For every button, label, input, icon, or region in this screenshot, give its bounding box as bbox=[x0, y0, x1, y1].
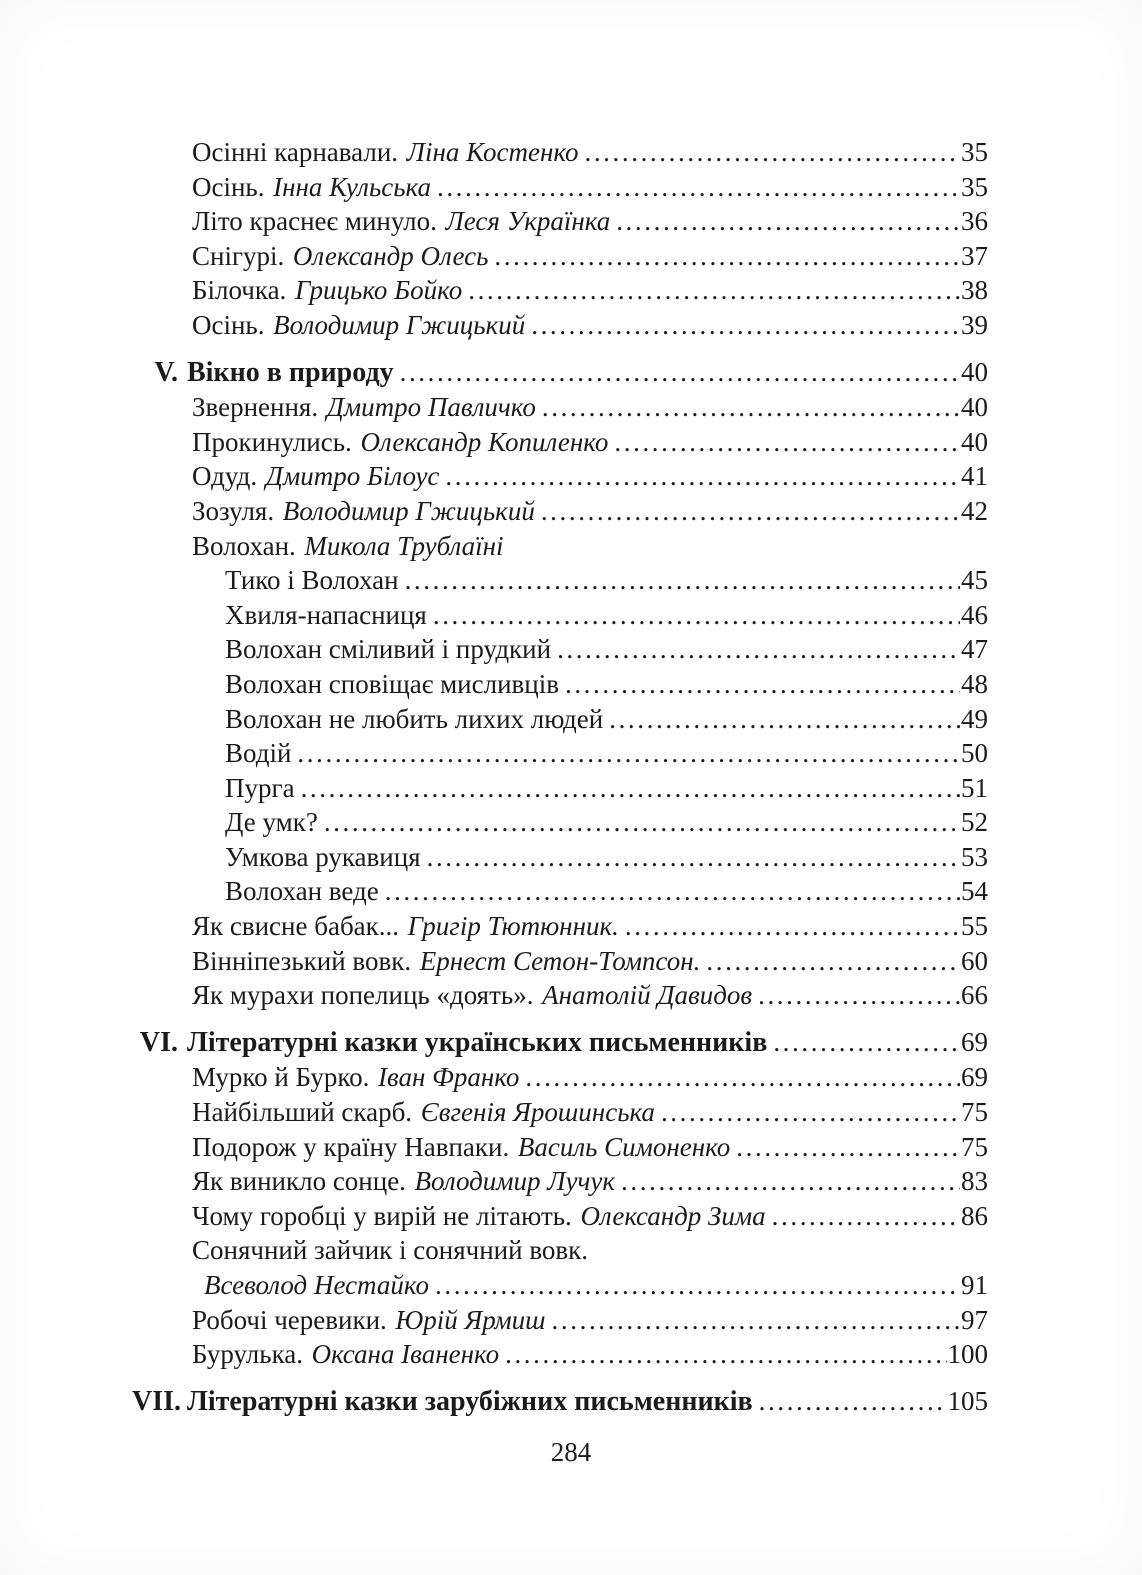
toc-row bbox=[132, 204, 988, 239]
toc-entry-page: 48 bbox=[961, 668, 988, 699]
toc-entry-title: Літо краснеє минуло. bbox=[192, 206, 437, 237]
toc-row bbox=[132, 909, 988, 944]
toc-row bbox=[132, 978, 988, 1013]
toc-row bbox=[132, 529, 988, 564]
toc-entry-title: Сонячний зайчик і сонячний вовк. bbox=[192, 1235, 589, 1266]
toc-entry-page: 41 bbox=[961, 461, 988, 492]
toc-row bbox=[132, 944, 988, 979]
toc-row bbox=[132, 563, 988, 598]
toc-entry-page: 54 bbox=[961, 876, 988, 907]
toc-row bbox=[132, 1303, 988, 1338]
toc-row bbox=[132, 1337, 988, 1372]
toc-entry-page: 86 bbox=[961, 1200, 988, 1231]
toc-row bbox=[132, 459, 988, 494]
toc-section-row bbox=[132, 355, 988, 391]
toc-entry-page: 75 bbox=[961, 1097, 988, 1128]
toc-entry-title: Осінь. bbox=[192, 171, 265, 202]
toc-entry-page: 66 bbox=[961, 980, 988, 1011]
toc-entry-author: Всеволод Нестайко bbox=[204, 1270, 429, 1300]
toc-list bbox=[132, 135, 988, 1419]
dot-leader bbox=[525, 1060, 960, 1095]
dot-leader bbox=[621, 1164, 960, 1199]
dot-leader bbox=[736, 1130, 960, 1165]
toc-entry-title: Волохан веде bbox=[225, 876, 379, 907]
toc-entry-title: Волохан сміливий і прудкий bbox=[225, 634, 552, 665]
dot-leader bbox=[706, 944, 960, 979]
toc-entry-title: Подорож у країну Навпаки. bbox=[192, 1131, 510, 1162]
dot-leader bbox=[435, 1268, 960, 1303]
toc-entry-page: 53 bbox=[961, 841, 988, 872]
toc-entry-page: 45 bbox=[961, 565, 988, 596]
toc-entry-page: 100 bbox=[947, 1339, 988, 1370]
toc-entry-page: 75 bbox=[961, 1131, 988, 1162]
toc-row bbox=[132, 1095, 988, 1130]
dot-leader bbox=[297, 736, 960, 771]
toc-entry-page: 35 bbox=[961, 171, 988, 202]
dot-leader bbox=[772, 1199, 960, 1234]
dot-leader bbox=[385, 874, 960, 909]
toc-entry-title: Літературні казки українських письменників bbox=[187, 1026, 768, 1058]
toc-entry-author: Юрій Ярмиш bbox=[395, 1304, 546, 1335]
toc-row bbox=[132, 494, 988, 529]
toc-entry-title: Робочі черевики. bbox=[192, 1304, 387, 1335]
toc-entry-page: 91 bbox=[961, 1270, 988, 1300]
toc-entry-author: Ернест Сетон-Томпсон. bbox=[419, 945, 701, 976]
toc-entry-page: 37 bbox=[961, 240, 988, 271]
toc-row bbox=[132, 667, 988, 702]
toc-entry-title: Вікно в природу bbox=[187, 356, 394, 388]
toc-entry-author: Грицько Бойко bbox=[294, 275, 463, 306]
dot-leader bbox=[759, 1384, 947, 1419]
dot-leader bbox=[565, 667, 960, 702]
toc-entry-page: 49 bbox=[961, 703, 988, 734]
toc-entry-author: Дмитро Павличко bbox=[326, 392, 536, 423]
dot-leader bbox=[616, 204, 960, 239]
dot-leader bbox=[773, 1025, 960, 1060]
dot-leader bbox=[445, 459, 960, 494]
toc-entry-title: Снігурі. bbox=[192, 240, 285, 271]
toc-entry-author: Олександр Копиленко bbox=[360, 426, 609, 457]
toc-entry-page: 97 bbox=[961, 1304, 988, 1335]
toc-row bbox=[132, 273, 988, 308]
toc-row bbox=[132, 598, 988, 633]
toc-entry-author: Володимир Лучук bbox=[414, 1166, 616, 1197]
toc-row bbox=[132, 239, 988, 274]
toc-entry-author: Володимир Гжицький bbox=[273, 309, 526, 340]
dot-leader bbox=[433, 598, 960, 633]
toc-row bbox=[132, 702, 988, 737]
toc-row bbox=[132, 1199, 988, 1234]
toc-row bbox=[132, 771, 988, 806]
section-numeral: VI. bbox=[139, 1026, 178, 1058]
toc-entry-author: Володимир Гжицький bbox=[282, 495, 535, 526]
toc-entry-title: Як виникло сонце. bbox=[192, 1166, 406, 1197]
toc-entry-author: Ліна Костенко bbox=[406, 137, 579, 167]
toc-section-row bbox=[132, 1384, 988, 1420]
toc-entry-title: Вінніпезький вовк. bbox=[192, 945, 412, 976]
toc-row bbox=[132, 425, 988, 460]
toc-entry-page: 52 bbox=[961, 807, 988, 838]
dot-leader bbox=[584, 135, 960, 170]
toc-row bbox=[132, 390, 988, 425]
toc-entry-page: 51 bbox=[961, 772, 988, 803]
toc-entry-title: Волохан сповіщає мисливців bbox=[225, 668, 559, 699]
dot-leader bbox=[758, 978, 960, 1013]
dot-leader bbox=[505, 1337, 946, 1372]
toc-entry-page: 39 bbox=[961, 309, 988, 340]
toc-entry-title: Осінь. bbox=[192, 309, 265, 340]
toc-entry-title: Мурко й Бурко. bbox=[192, 1062, 370, 1093]
toc-row bbox=[132, 874, 988, 909]
toc-entry-page: 35 bbox=[961, 137, 988, 167]
toc-entry-page: 50 bbox=[961, 738, 988, 769]
toc-row bbox=[132, 632, 988, 667]
dot-leader bbox=[542, 390, 960, 425]
toc-entry-title: Зозуля. bbox=[192, 495, 275, 526]
section-numeral: VII. bbox=[132, 1385, 182, 1417]
toc-entry-title: Бурулька. bbox=[192, 1339, 304, 1370]
dot-leader bbox=[557, 632, 960, 667]
toc-entry-page: 38 bbox=[961, 275, 988, 306]
dot-leader bbox=[494, 239, 960, 274]
dot-leader bbox=[614, 425, 960, 460]
toc-row bbox=[132, 1130, 988, 1165]
toc-entry-author: Олександр Олесь bbox=[292, 240, 489, 271]
dot-leader bbox=[552, 1303, 960, 1338]
toc-row bbox=[132, 1060, 988, 1095]
toc-entry-title: Найбільший скарб. bbox=[192, 1097, 413, 1128]
toc-entry-author: Олександр Зима bbox=[580, 1200, 766, 1231]
toc-entry-page: 46 bbox=[961, 599, 988, 630]
toc-entry-title: Умкова рукавиця bbox=[225, 841, 421, 872]
toc-row bbox=[132, 736, 988, 771]
toc-entry-author: Оксана Іваненко bbox=[311, 1339, 500, 1370]
toc-entry-title: Як свисне бабак... bbox=[192, 911, 400, 942]
toc-entry-author: Григір Тютюнник. bbox=[407, 911, 619, 942]
toc-entry-page: 36 bbox=[961, 206, 988, 237]
dot-leader bbox=[427, 840, 960, 875]
toc-entry-title: Як мурахи попелиць «доять». bbox=[192, 980, 534, 1011]
toc-entry-author: Інна Кульська bbox=[273, 171, 431, 202]
toc-entry-title: Літературні казки зарубіжних письменників bbox=[187, 1385, 753, 1417]
toc-entry-title: Пурга bbox=[225, 772, 295, 803]
toc-row bbox=[132, 805, 988, 840]
dot-leader bbox=[405, 563, 960, 598]
toc-entry-author: Василь Симоненко bbox=[517, 1131, 731, 1162]
toc-entry-author: Микола Трублаїні bbox=[304, 530, 504, 561]
toc-row bbox=[132, 1268, 988, 1303]
toc-entry-page: 55 bbox=[961, 911, 988, 942]
toc-entry-page: 40 bbox=[961, 356, 988, 387]
toc-entry-title: Волохан не любить лихих людей bbox=[225, 703, 604, 734]
dot-leader bbox=[609, 702, 960, 737]
toc-entry-title: Волохан. bbox=[192, 530, 296, 561]
toc-entry-page: 69 bbox=[961, 1062, 988, 1093]
dot-leader bbox=[437, 170, 960, 205]
toc-entry-author: Дмитро Білоус bbox=[265, 461, 440, 492]
toc-entry-page: 40 bbox=[961, 392, 988, 423]
toc-entry-title: Одуд. bbox=[192, 461, 258, 492]
dot-leader bbox=[541, 494, 960, 529]
toc-entry-author: Анатолій Давидов bbox=[542, 980, 753, 1011]
toc-row bbox=[132, 135, 988, 170]
toc-row bbox=[132, 1233, 988, 1268]
page-number: 284 bbox=[550, 1437, 592, 1467]
toc-entry-author: Леся Українка bbox=[445, 206, 611, 237]
dot-leader bbox=[531, 308, 960, 343]
dot-leader bbox=[625, 909, 960, 944]
dot-leader bbox=[324, 805, 960, 840]
toc-entry-author: Євгенія Ярошинська bbox=[420, 1097, 655, 1128]
section-numeral: V. bbox=[154, 356, 178, 388]
toc-row bbox=[132, 308, 988, 343]
toc-entry-title: Осінні карнавали. bbox=[192, 137, 399, 167]
toc-row bbox=[132, 170, 988, 205]
toc-entry-page: 42 bbox=[961, 495, 988, 526]
toc-entry-page: 83 bbox=[961, 1166, 988, 1197]
dot-leader bbox=[468, 273, 960, 308]
toc-entry-title: Звернення. bbox=[192, 392, 319, 423]
dot-leader bbox=[301, 771, 960, 806]
toc-row bbox=[132, 1164, 988, 1199]
toc-section-row bbox=[132, 1025, 988, 1061]
toc-entry-author: Іван Франко bbox=[377, 1062, 520, 1093]
toc-entry-page: 40 bbox=[961, 426, 988, 457]
toc-entry-title: Чому горобці у вирій не літають. bbox=[192, 1200, 572, 1231]
toc-entry-page: 47 bbox=[961, 634, 988, 665]
toc-entry-title: Тико і Волохан bbox=[225, 565, 399, 596]
toc-entry-page: 60 bbox=[961, 945, 988, 976]
toc-entry-title: Прокинулись. bbox=[192, 426, 352, 457]
toc-entry-title: Де умк? bbox=[225, 807, 318, 838]
toc-row bbox=[132, 840, 988, 875]
toc-entry-title: Водій bbox=[225, 738, 292, 769]
toc-entry-page: 69 bbox=[961, 1026, 988, 1057]
dot-leader bbox=[661, 1095, 960, 1130]
toc-entry-page: 105 bbox=[947, 1385, 988, 1416]
toc-entry-title: Хвиля-напасниця bbox=[225, 599, 427, 630]
toc-entry-title: Білочка. bbox=[192, 275, 287, 306]
dot-leader bbox=[400, 355, 960, 390]
